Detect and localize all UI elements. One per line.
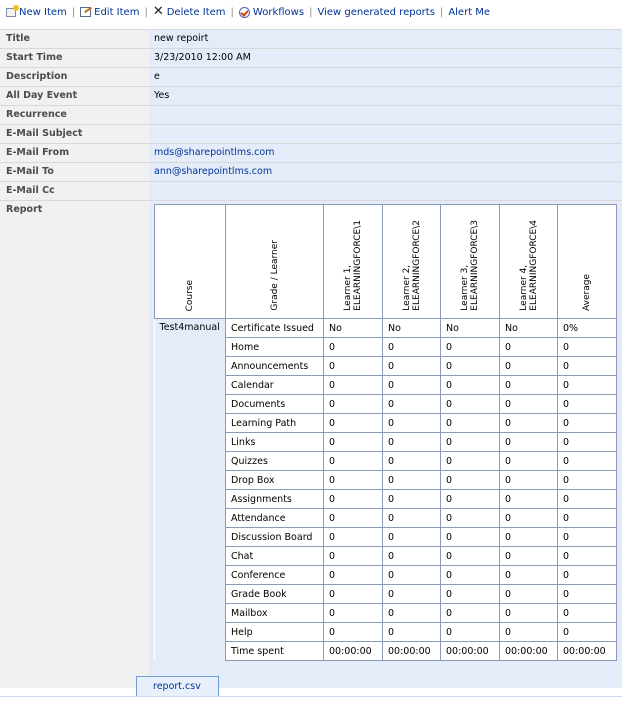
column-header: Learner 4, ELEARNINGFORCE\4 <box>500 205 558 319</box>
item-properties-form <box>0 29 622 688</box>
table-cell: 0 <box>324 414 383 433</box>
grade-cell: Documents <box>226 395 324 414</box>
table-cell: 0 <box>558 433 617 452</box>
field-row-email-subject <box>0 124 622 143</box>
table-cell: 0 <box>324 604 383 623</box>
field-row-start-time <box>0 48 622 67</box>
field-label: Recurrence <box>0 106 149 124</box>
table-cell: No <box>383 319 441 338</box>
table-cell: 0 <box>383 395 441 414</box>
column-header: Course <box>155 205 226 319</box>
email-to-link[interactable]: ann@sharepointlms.com <box>154 166 273 177</box>
table-cell: 0 <box>558 623 617 642</box>
toolbar-separator: | <box>230 6 234 18</box>
table-cell: 0 <box>383 357 441 376</box>
grade-cell: Quizzes <box>226 452 324 471</box>
field-label: Start Time <box>0 49 149 67</box>
table-cell: 0 <box>383 471 441 490</box>
field-value-start-time: 3/23/2010 12:00 AM <box>149 49 622 67</box>
field-value-email-from <box>149 144 622 162</box>
table-cell: 0 <box>500 338 558 357</box>
table-cell: 0 <box>558 585 617 604</box>
table-cell: 00:00:00 <box>558 642 617 661</box>
alert-me-label: Alert Me <box>448 6 491 18</box>
delete-item-label: Delete Item <box>166 6 226 18</box>
field-label: Title <box>0 30 149 48</box>
delete-item-button[interactable] <box>153 6 226 18</box>
table-cell: 0 <box>324 376 383 395</box>
field-value-report <box>149 201 622 688</box>
field-row-title <box>0 29 622 48</box>
table-cell: 0 <box>383 452 441 471</box>
table-cell: 0 <box>441 566 500 585</box>
field-label: E-Mail Cc <box>0 182 149 200</box>
grade-cell: Chat <box>226 547 324 566</box>
column-header: Grade / Learner <box>226 205 324 319</box>
table-cell: No <box>324 319 383 338</box>
edit-item-label: Edit Item <box>94 6 140 18</box>
grade-cell: Conference <box>226 566 324 585</box>
table-row <box>155 319 617 338</box>
table-cell: 0 <box>441 490 500 509</box>
table-cell: 0 <box>558 604 617 623</box>
table-cell: 0 <box>500 585 558 604</box>
table-cell: 0 <box>324 509 383 528</box>
table-cell: 0 <box>441 528 500 547</box>
table-cell: 0 <box>383 623 441 642</box>
table-cell: 0 <box>441 414 500 433</box>
table-cell: 0 <box>383 509 441 528</box>
report-header-row <box>155 205 617 319</box>
grade-cell: Announcements <box>226 357 324 376</box>
table-cell: 0 <box>324 585 383 604</box>
field-label: E-Mail From <box>0 144 149 162</box>
field-row-report <box>0 200 622 688</box>
table-cell: 0 <box>324 623 383 642</box>
table-cell: 0 <box>558 414 617 433</box>
table-cell: 0 <box>500 357 558 376</box>
table-cell: 0 <box>324 490 383 509</box>
workflows-button[interactable] <box>239 7 304 18</box>
table-cell: 0 <box>500 509 558 528</box>
table-cell: 0 <box>324 395 383 414</box>
divider <box>0 696 622 697</box>
table-cell: 0 <box>500 452 558 471</box>
column-header: Learner 1, ELEARNINGFORCE\1 <box>324 205 383 319</box>
field-value-title: new repoirt <box>149 30 622 48</box>
table-cell: 0 <box>383 433 441 452</box>
table-cell: 0 <box>441 452 500 471</box>
table-cell: 0 <box>441 471 500 490</box>
table-cell: 0 <box>383 338 441 357</box>
table-cell: 0 <box>558 376 617 395</box>
grade-cell: Mailbox <box>226 604 324 623</box>
column-header: Learner 3, ELEARNINGFORCE\3 <box>441 205 500 319</box>
view-generated-reports-link[interactable] <box>317 7 435 18</box>
field-label: E-Mail Subject <box>0 125 149 143</box>
table-cell: 0 <box>383 414 441 433</box>
table-cell: 0 <box>558 490 617 509</box>
field-value-email-subject <box>149 125 622 143</box>
table-cell: 0 <box>441 395 500 414</box>
grade-cell: Links <box>226 433 324 452</box>
toolbar-separator: | <box>309 6 313 18</box>
field-label: All Day Event <box>0 87 149 105</box>
grade-cell: Drop Box <box>226 471 324 490</box>
field-row-all-day-event <box>0 86 622 105</box>
workflows-label: Workflows <box>252 6 305 18</box>
table-cell: 00:00:00 <box>500 642 558 661</box>
table-cell: 0 <box>383 528 441 547</box>
field-value-recurrence <box>149 106 622 124</box>
table-cell: 0 <box>383 490 441 509</box>
column-header: Average <box>558 205 617 319</box>
new-document-icon <box>6 8 16 17</box>
toolbar-separator: | <box>71 6 76 18</box>
table-cell: 0 <box>500 376 558 395</box>
table-cell: 0 <box>441 357 500 376</box>
column-header: Learner 2, ELEARNINGFORCE\2 <box>383 205 441 319</box>
table-cell: 0 <box>383 566 441 585</box>
table-cell: 00:00:00 <box>324 642 383 661</box>
field-row-description <box>0 67 622 86</box>
field-value-description: e <box>149 68 622 86</box>
email-from-link[interactable]: mds@sharepointlms.com <box>154 147 275 158</box>
table-cell: 00:00:00 <box>383 642 441 661</box>
table-cell: 0 <box>324 452 383 471</box>
table-cell: 0 <box>324 566 383 585</box>
delete-x-icon: ✕ <box>152 4 164 19</box>
table-cell: 0 <box>324 357 383 376</box>
table-cell: 0 <box>500 414 558 433</box>
alert-me-link[interactable] <box>448 7 490 18</box>
table-cell: 0 <box>558 357 617 376</box>
toolbar-separator: | <box>144 6 148 18</box>
grade-cell: Home <box>226 338 324 357</box>
table-cell: 0 <box>441 509 500 528</box>
table-cell: 0 <box>324 338 383 357</box>
grade-cell: Help <box>226 623 324 642</box>
table-cell: 0 <box>324 433 383 452</box>
field-value-email-cc <box>149 182 622 200</box>
table-cell: 0 <box>500 395 558 414</box>
table-cell: 00:00:00 <box>441 642 500 661</box>
field-label: E-Mail To <box>0 163 149 181</box>
table-cell: 0 <box>383 585 441 604</box>
table-cell: 0% <box>558 319 617 338</box>
table-cell: No <box>500 319 558 338</box>
field-row-email-cc <box>0 181 622 200</box>
field-value-email-to <box>149 163 622 181</box>
course-cell: Test4manual <box>155 319 226 661</box>
view-reports-label: View generated reports <box>317 6 435 18</box>
grade-cell: Assignments <box>226 490 324 509</box>
table-cell: 0 <box>558 547 617 566</box>
field-value-all-day-event: Yes <box>149 87 622 105</box>
table-cell: 0 <box>441 338 500 357</box>
table-cell: 0 <box>324 471 383 490</box>
table-cell: 0 <box>324 528 383 547</box>
field-row-recurrence <box>0 105 622 124</box>
grade-cell: Grade Book <box>226 585 324 604</box>
new-item-label: New Item <box>19 6 67 18</box>
new-item-button[interactable] <box>6 7 67 18</box>
table-cell: 0 <box>383 547 441 566</box>
table-cell: 0 <box>558 471 617 490</box>
edit-item-button[interactable] <box>80 7 139 18</box>
report-table <box>154 204 617 661</box>
table-cell: 0 <box>500 547 558 566</box>
table-cell: 0 <box>441 547 500 566</box>
field-label: Report <box>0 201 149 688</box>
table-cell: 0 <box>558 395 617 414</box>
table-cell: 0 <box>324 547 383 566</box>
edit-pencil-icon <box>80 7 91 17</box>
workflow-check-icon <box>239 7 250 18</box>
table-cell: 0 <box>558 528 617 547</box>
grade-cell: Discussion Board <box>226 528 324 547</box>
table-cell: 0 <box>441 433 500 452</box>
table-cell: 0 <box>441 623 500 642</box>
toolbar-separator: | <box>439 6 444 18</box>
field-row-email-from <box>0 143 622 162</box>
grade-cell: Time spent <box>226 642 324 661</box>
table-cell: 0 <box>383 376 441 395</box>
field-row-email-to <box>0 162 622 181</box>
table-cell: 0 <box>500 433 558 452</box>
table-cell: 0 <box>558 338 617 357</box>
table-cell: 0 <box>558 566 617 585</box>
table-cell: 0 <box>441 376 500 395</box>
table-cell: 0 <box>500 566 558 585</box>
report-csv-link[interactable]: report.csv <box>136 676 219 697</box>
table-cell: 0 <box>383 604 441 623</box>
table-cell: No <box>441 319 500 338</box>
grade-cell: Certificate Issued <box>226 319 324 338</box>
toolbar <box>0 0 624 24</box>
table-cell: 0 <box>441 585 500 604</box>
grade-cell: Attendance <box>226 509 324 528</box>
table-cell: 0 <box>500 604 558 623</box>
grade-cell: Calendar <box>226 376 324 395</box>
table-cell: 0 <box>441 604 500 623</box>
table-cell: 0 <box>500 471 558 490</box>
grade-cell: Learning Path <box>226 414 324 433</box>
table-cell: 0 <box>500 528 558 547</box>
table-cell: 0 <box>500 490 558 509</box>
field-label: Description <box>0 68 149 86</box>
table-cell: 0 <box>500 623 558 642</box>
table-cell: 0 <box>558 452 617 471</box>
table-cell: 0 <box>558 509 617 528</box>
